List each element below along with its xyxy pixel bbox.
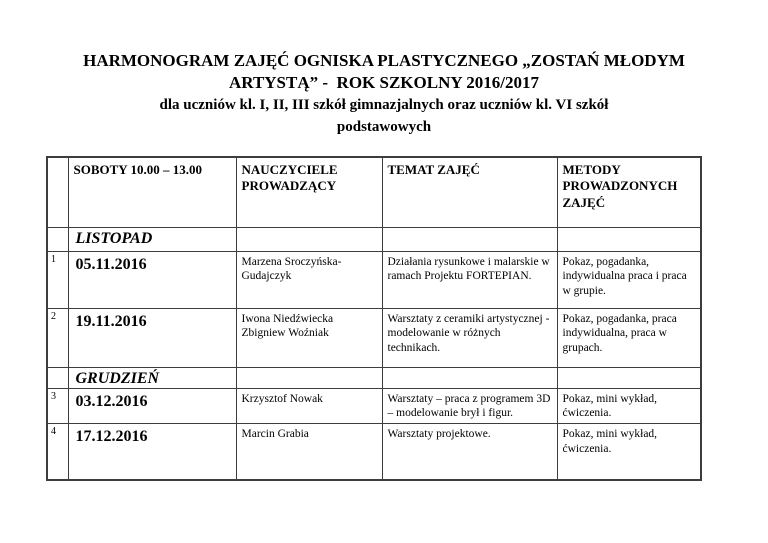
topic-cell: Warsztaty projektowe. <box>382 424 557 480</box>
row-number-cell: 1 <box>47 251 68 308</box>
row-number-cell: 2 <box>47 308 68 367</box>
title-line-1: HARMONOGRAM ZAJĘĆ OGNISKA PLASTYCZNEGO „ZOSTAŃ MŁODYM <box>83 51 685 70</box>
header-cell-topic: TEMAT ZAJĘĆ <box>382 157 557 227</box>
title-line-2: ARTYSTĄ” - ROK SZKOLNY 2016/2017 <box>228 73 539 92</box>
topic-cell: Warsztaty – praca z programem 3D – modelowanie brył i figur. <box>382 388 557 424</box>
section-label: LISTOPAD <box>68 227 236 251</box>
document-title <box>0 50 768 138</box>
header-row <box>47 157 701 227</box>
date-cell: 05.11.2016 <box>68 251 236 308</box>
teacher-cell: Marzena Sroczyńska-Gudajczyk <box>236 251 382 308</box>
methods-cell: Pokaz, pogadanka, praca indywidualna, praca w grupach. <box>557 308 701 367</box>
date-cell: 19.11.2016 <box>68 308 236 367</box>
empty-cell <box>382 367 557 388</box>
empty-cell <box>557 367 701 388</box>
table-row-1 <box>47 251 701 308</box>
teacher-cell: Iwona Niedźwiecka Zbigniew Woźniak <box>236 308 382 367</box>
schedule-table <box>46 156 702 481</box>
section-row-grudzien <box>47 367 701 388</box>
methods-cell: Pokaz, mini wykład, ćwiczenia. <box>557 424 701 480</box>
empty-cell <box>236 367 382 388</box>
header-cell-saturdays: SOBOTY 10.00 – 13.00 <box>68 157 236 227</box>
table-row-2 <box>47 308 701 367</box>
teacher-cell: Marcin Grabia <box>236 424 382 480</box>
row-number-cell: 3 <box>47 388 68 424</box>
topic-cell: Warsztaty z ceramiki artystycznej - modelowanie w różnych technikach. <box>382 308 557 367</box>
section-label: GRUDZIEŃ <box>68 367 236 388</box>
topic-cell: Działania rysunkowe i malarskie w ramach Projektu FORTEPIAN. <box>382 251 557 308</box>
teacher-cell: Krzysztof Nowak <box>236 388 382 424</box>
date-cell: 03.12.2016 <box>68 388 236 424</box>
header-cell-teachers: NAUCZYCIELE PROWADZĄCY <box>236 157 382 227</box>
empty-cell <box>236 227 382 251</box>
row-number-cell <box>47 227 68 251</box>
methods-cell: Pokaz, pogadanka, indywidualna praca i praca w grupie. <box>557 251 701 308</box>
row-number-cell <box>47 367 68 388</box>
section-row-listopad <box>47 227 701 251</box>
table-row-4 <box>47 424 701 480</box>
row-number-cell: 4 <box>47 424 68 480</box>
empty-cell <box>557 227 701 251</box>
methods-cell: Pokaz, mini wykład, ćwiczenia. <box>557 388 701 424</box>
header-cell-number <box>47 157 68 227</box>
title-line-4: podstawowych <box>336 119 432 135</box>
empty-cell <box>382 227 557 251</box>
date-cell: 17.12.2016 <box>68 424 236 480</box>
title-line-3: dla uczniów kl. I, II, III szkół gimnazjalnych oraz uczniów kl. VI szkół <box>159 97 609 113</box>
header-cell-methods: METODY PROWADZONYCH ZAJĘĆ <box>557 157 701 227</box>
table-row-3 <box>47 388 701 424</box>
